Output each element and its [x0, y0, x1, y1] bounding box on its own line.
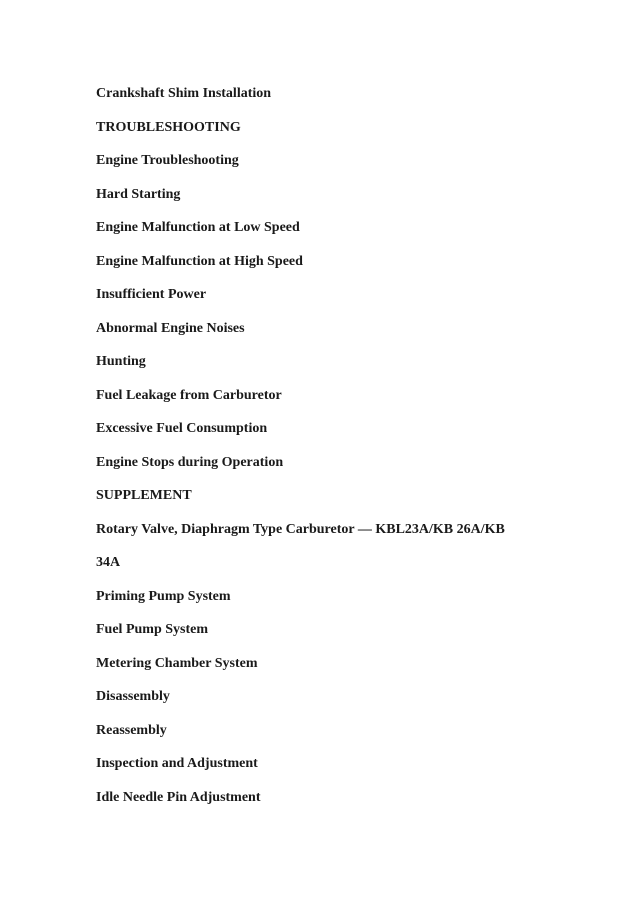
toc-line-hard-starting: Hard Starting — [96, 186, 181, 202]
toc-heading-supplement: SUPPLEMENT — [96, 488, 192, 503]
toc-line-malfunction-low-speed: Engine Malfunction at Low Speed — [96, 220, 300, 235]
toc-line-priming-pump-system: Priming Pump System — [96, 588, 231, 604]
toc-line-fuel-pump-system: Fuel Pump System — [96, 622, 208, 637]
toc-line-malfunction-high-speed: Engine Malfunction at High Speed — [96, 253, 303, 269]
toc-line-fuel-leakage: Fuel Leakage from Carburetor — [96, 387, 282, 403]
toc-line-rotary-valve-carburetor-continued: 34A — [96, 555, 121, 570]
table-of-contents — [96, 86, 566, 823]
toc-line-metering-chamber-system: Metering Chamber System — [96, 655, 258, 671]
toc-line-inspection-adjustment: Inspection and Adjustment — [96, 756, 258, 771]
toc-line-insufficient-power: Insufficient Power — [96, 287, 207, 302]
toc-line-hunting: Hunting — [96, 354, 146, 369]
toc-line-disassembly: Disassembly — [96, 689, 170, 704]
toc-heading-troubleshooting: TROUBLESHOOTING — [96, 119, 241, 135]
toc-line-reassembly: Reassembly — [96, 722, 167, 738]
toc-line-rotary-valve-carburetor: Rotary Valve, Diaphragm Type Carburetor — KBL23A/KB 26A/KB — [96, 521, 505, 537]
toc-line-excessive-fuel-consumption: Excessive Fuel Consumption — [96, 421, 268, 436]
toc-line-abnormal-engine-noises: Abnormal Engine Noises — [96, 320, 245, 336]
toc-line-crankshaft-shim-installation: Crankshaft Shim Installation — [96, 86, 272, 101]
toc-line-engine-stops: Engine Stops during Operation — [96, 454, 284, 470]
toc-line-idle-needle-pin-adjustment: Idle Needle Pin Adjustment — [96, 789, 261, 805]
toc-line-engine-troubleshooting: Engine Troubleshooting — [96, 153, 239, 168]
